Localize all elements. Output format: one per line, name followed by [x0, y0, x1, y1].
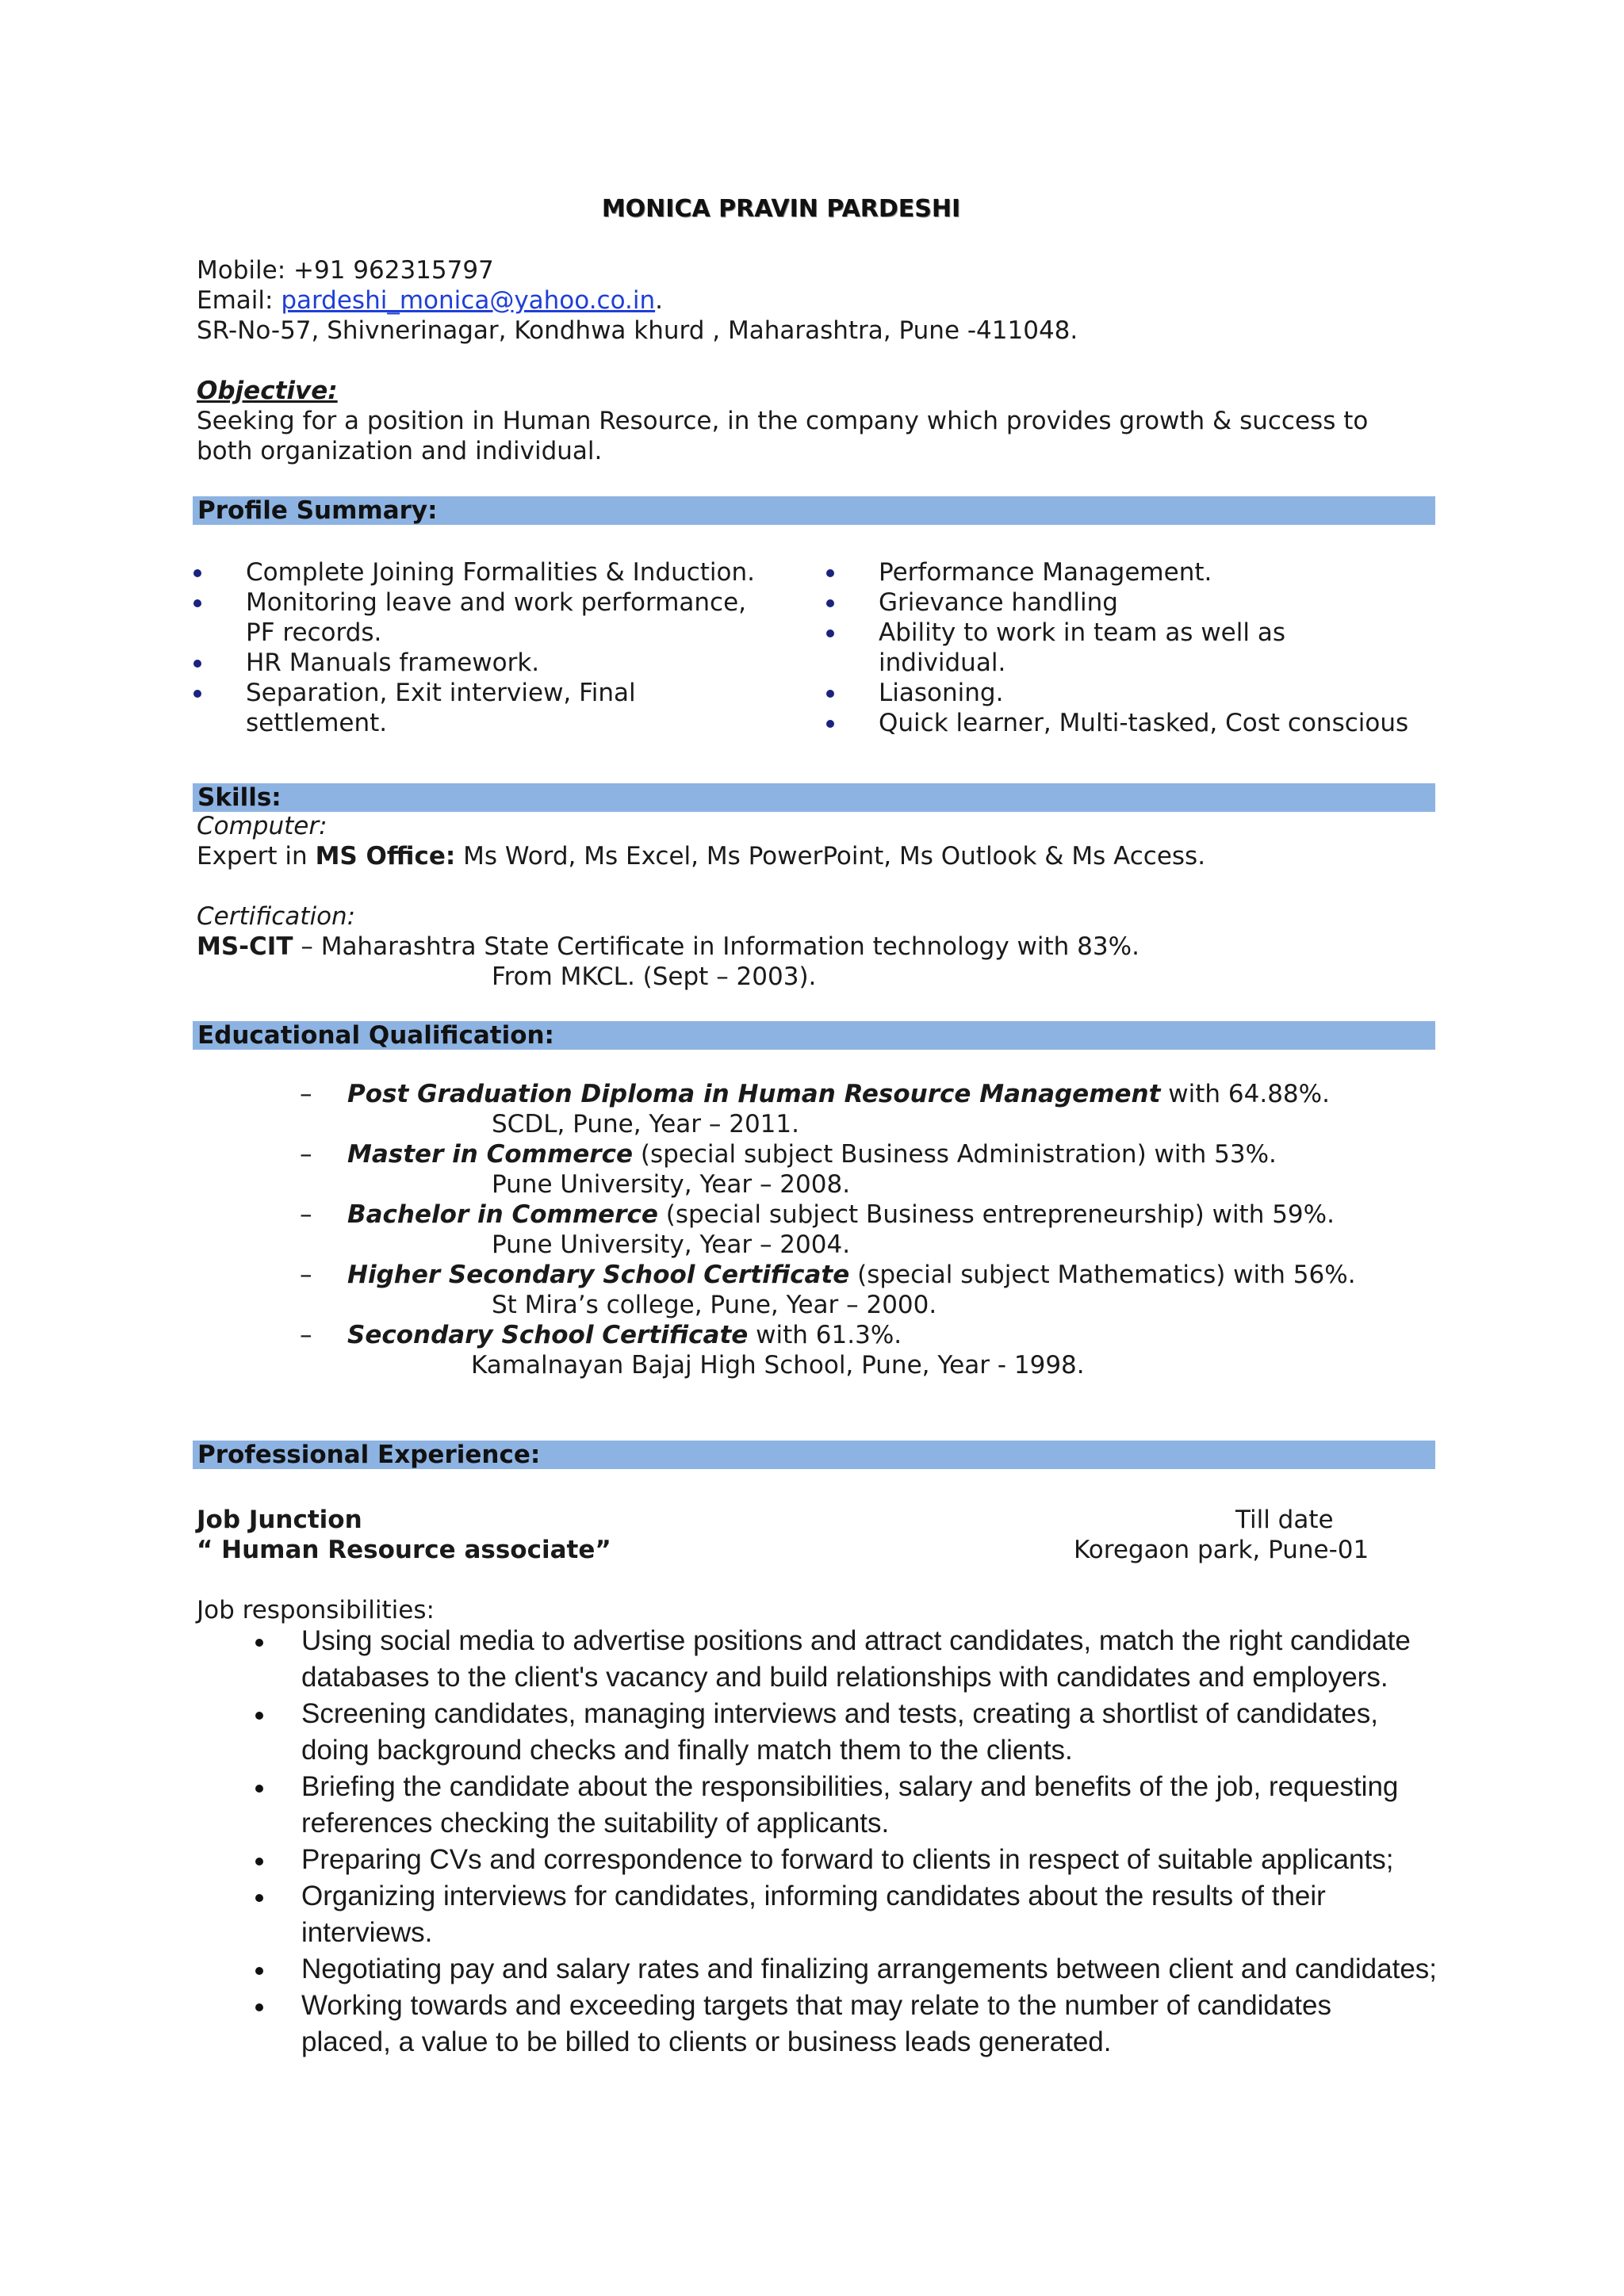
dash-icon: – [300, 1140, 312, 1169]
job-location: Koregaon park, Pune-01 [1074, 1536, 1369, 1564]
responsibility-item: interviews. [301, 1917, 433, 1948]
dash-icon: – [300, 1261, 312, 1289]
objective-heading: Objective: [197, 377, 338, 405]
profile-summary-item: Quick learner, Multi-tasked, Cost conscious [879, 709, 1409, 737]
profile-summary-item: HR Manuals framework. [246, 649, 540, 677]
education-entry [347, 1079, 1330, 1109]
responsibility-item: placed, a value to be billed to clients or business leads generated. [301, 2026, 1112, 2057]
degree-title: Bachelor in Commerce [347, 1200, 658, 1229]
profile-summary-heading: Profile Summary: [197, 496, 438, 525]
institution-line: Pune University, Year – 2004. [492, 1230, 851, 1259]
mobile-number: +91 962315797 [293, 256, 494, 285]
responsibility-item: Screening candidates, managing interviews and tests, creating a shortlist of candidates, [301, 1698, 1378, 1729]
dash-icon: – [300, 1080, 312, 1108]
bullet-icon [255, 1967, 263, 1975]
degree-details: with 64.88%. [1160, 1080, 1330, 1108]
certification-label: Certification: [197, 902, 356, 931]
bullet-icon [255, 1785, 263, 1793]
objective-text-line-2: both organization and individual. [197, 437, 603, 465]
bullet-icon [826, 599, 834, 607]
bullet-icon [193, 569, 201, 577]
degree-title: Post Graduation Diploma in Human Resource Management [347, 1080, 1161, 1108]
profile-summary-item: Performance Management. [879, 558, 1212, 587]
education-entry [347, 1200, 1335, 1230]
degree-details: (special subject Mathematics) with 56%. [849, 1261, 1356, 1289]
bullet-icon [255, 1639, 263, 1647]
responsibility-item: Preparing CVs and correspondence to forward to clients in respect of suitable applicants; [301, 1844, 1394, 1875]
institution-line: St Mira’s college, Pune, Year – 2000. [492, 1291, 937, 1319]
degree-title: Master in Commerce [347, 1140, 633, 1169]
profile-summary-item: Separation, Exit interview, Final [246, 679, 636, 707]
employment-date: Till date [1235, 1506, 1334, 1534]
experience-heading: Professional Experience: [197, 1441, 541, 1469]
profile-summary-header-bar [193, 496, 1435, 525]
computer-skills-line: Expert in MS Office: Ms Word, Ms Excel, Ms PowerPoint, Ms Outlook & Ms Access. [197, 842, 1206, 871]
certification-line-2: From MKCL. (Sept – 2003). [492, 962, 817, 991]
profile-summary-item: Liasoning. [879, 679, 1004, 707]
institution-line: Pune University, Year – 2008. [492, 1170, 851, 1199]
bullet-icon [255, 1712, 263, 1720]
bullet-icon [826, 690, 834, 698]
bullet-icon [193, 690, 201, 698]
bullet-icon [255, 1894, 263, 1902]
education-entry [347, 1260, 1356, 1290]
institution-line: Kamalnayan Bajaj High School, Pune, Year - 1998. [471, 1351, 1085, 1380]
responsibility-item: doing background checks and finally match them to the clients. [301, 1735, 1073, 1766]
company-name: Job Junction [197, 1506, 362, 1534]
experience-header-bar [193, 1441, 1435, 1469]
dash-icon: – [300, 1200, 312, 1229]
responsibility-item: Working towards and exceeding targets that may relate to the number of candidates [301, 1990, 1331, 2021]
profile-summary-item: PF records. [246, 618, 382, 647]
profile-summary-item: Complete Joining Formalities & Induction. [246, 558, 755, 587]
bullet-icon [826, 629, 834, 637]
address-line: SR-No-57, Shivnerinagar, Kondhwa khurd , Maharashtra, Pune -411048. [197, 316, 1078, 345]
degree-title: Secondary School Certificate [347, 1321, 749, 1349]
email-line: Email: pardeshi_monica@yahoo.co.in. [197, 286, 663, 315]
profile-summary-item: Monitoring leave and work performance, [246, 588, 747, 617]
bullet-icon [255, 1858, 263, 1866]
responsibility-item: references checking the suitability of applicants. [301, 1808, 890, 1839]
degree-details: (special subject Business Administration) with 53%. [633, 1140, 1277, 1169]
education-header-bar [193, 1021, 1435, 1050]
responsibility-item: Briefing the candidate about the responsibilities, salary and benefits of the job, requesting [301, 1771, 1399, 1802]
job-role: “ Human Resource associate” [197, 1536, 611, 1564]
profile-summary-item: Grievance handling [879, 588, 1118, 617]
dash-icon: – [300, 1321, 312, 1349]
education-heading: Educational Qualification: [197, 1021, 554, 1050]
profile-summary-item: Ability to work in team as well as [879, 618, 1285, 647]
bullet-icon [193, 660, 201, 668]
objective-text-line-1: Seeking for a position in Human Resource, in the company which provides growth & success to [197, 407, 1369, 435]
skills-heading: Skills: [197, 783, 282, 812]
degree-details: with 61.3%. [748, 1321, 902, 1349]
profile-summary-item: individual. [879, 649, 1006, 677]
education-entry [347, 1320, 902, 1350]
responsibility-item: Negotiating pay and salary rates and finalizing arrangements between client and candidates; [301, 1954, 1438, 1984]
mobile-line: Mobile: +91 962315797 [197, 256, 494, 285]
profile-summary-item: settlement. [246, 709, 388, 737]
skills-header-bar [193, 783, 1435, 812]
email-link[interactable]: pardeshi_monica@yahoo.co.in [281, 286, 656, 315]
education-entry [347, 1139, 1277, 1169]
bullet-icon [255, 2003, 263, 2011]
responsibilities-label: Job responsibilities: [197, 1596, 435, 1624]
bullet-icon [826, 720, 834, 728]
responsibility-item: Using social media to advertise positions and attract candidates, match the right candidate [301, 1625, 1411, 1656]
certification-line: MS-CIT – Maharashtra State Certificate in Information technology with 83%. [197, 932, 1139, 961]
degree-title: Higher Secondary School Certificate [347, 1261, 850, 1289]
bullet-icon [193, 599, 201, 607]
degree-details: (special subject Business entrepreneurship) with 59%. [657, 1200, 1335, 1229]
responsibility-item: databases to the client's vacancy and build relationships with candidates and employers. [301, 1662, 1388, 1693]
candidate-name: MONICA PRAVIN PARDESHI [601, 195, 961, 223]
institution-line: SCDL, Pune, Year – 2011. [492, 1110, 799, 1138]
computer-label: Computer: [197, 812, 327, 840]
bullet-icon [826, 569, 834, 577]
responsibility-item: Organizing interviews for candidates, informing candidates about the results of their [301, 1881, 1326, 1911]
